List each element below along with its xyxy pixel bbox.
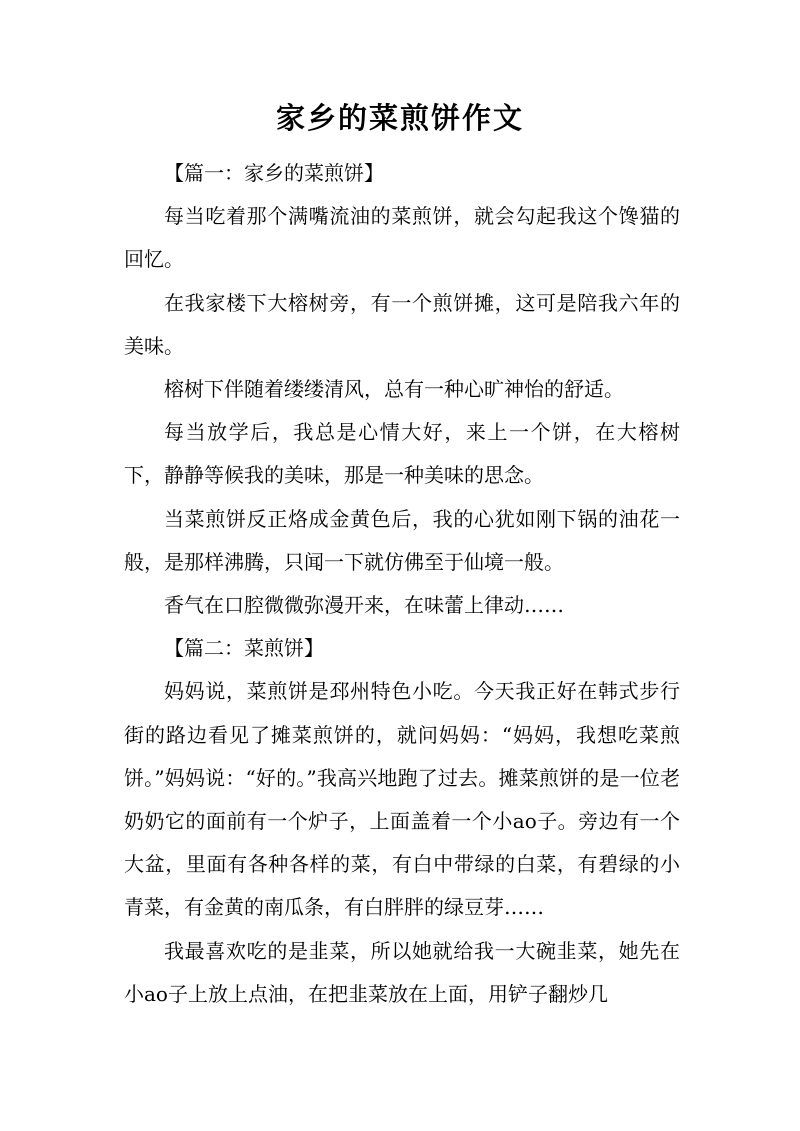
section-heading: 【篇二：菜煎饼】 (164, 636, 324, 661)
document-body (124, 152, 680, 1016)
paragraph: 香气在口腔微微弥漫开来，在味蕾上律动…… (164, 593, 564, 618)
document-title: 家乡的菜煎饼作文 (275, 101, 524, 135)
paragraph: 妈妈说，菜煎饼是邳州特色小吃。今天我正好在韩式步行街的路边看见了摊菜煎饼的，就问妈妈：“妈妈，我想吃菜煎饼。”妈妈说：“好的。”我高兴地跑了过去。摊菜煎饼的是一位老奶奶它的面前有一个炉子，上面盖着一个小ao子。旁边有一个大盆，里面有各种各样的菜，有白中带绿的白菜，有碧绿的小青菜，有金黄的南瓜条，有白胖胖的绿豆芽…… (124, 679, 680, 920)
paragraph: 每当吃着那个满嘴流油的菜煎饼，就会勾起我这个馋猫的回忆。 (124, 204, 680, 272)
paragraph: 在我家楼下大榕树旁，有一个煎饼摊，这可是陪我六年的美味。 (124, 290, 680, 358)
paragraph: 我最喜欢吃的是韭菜，所以她就给我一大碗韭菜，她先在小ao子上放上点油，在把韭菜放在上面，用铲子翻炒几 (124, 938, 680, 1006)
paragraph: 每当放学后，我总是心情大好，来上一个饼，在大榕树下，静静等候我的美味，那是一种美味的思念。 (124, 420, 680, 488)
paragraph: 当菜煎饼反正烙成金黄色后，我的心犹如刚下锅的油花一般，是那样沸腾，只闻一下就仿佛至于仙境一般。 (124, 506, 680, 574)
section-heading: 【篇一：家乡的菜煎饼】 (164, 161, 384, 185)
paragraph: 榕树下伴随着缕缕清风，总有一种心旷神怡的舒适。 (164, 377, 624, 402)
